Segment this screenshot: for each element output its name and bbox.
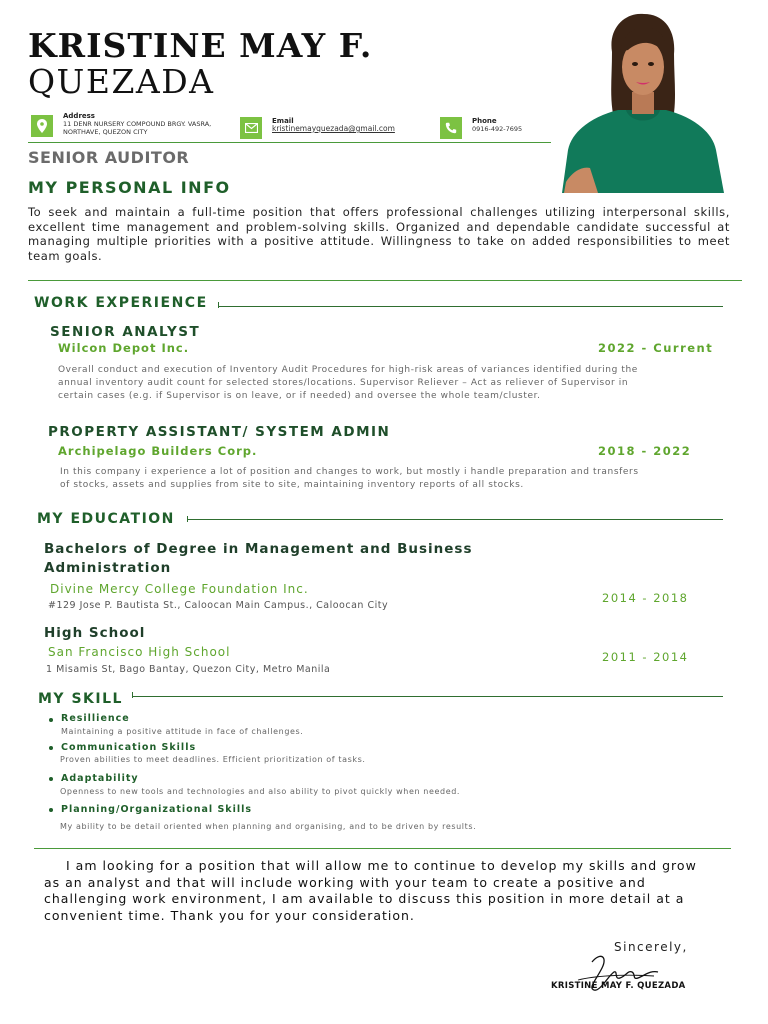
skills-heading-line [132, 696, 723, 697]
job-dates-1: 2022 - Current [598, 341, 714, 355]
phone-value: 0916-492-7695 [472, 125, 523, 133]
education-heading-line [187, 519, 723, 520]
job-company-1: Wilcon Depot Inc. [58, 341, 190, 355]
education-degree-1: Bachelors of Degree in Management and Business Administration [44, 541, 473, 576]
skill-name-4: Planning/Organizational Skills [61, 804, 253, 815]
job-title-2: PROPERTY ASSISTANT/ SYSTEM ADMIN [48, 424, 391, 440]
work-experience-heading: WORK EXPERIENCE [34, 295, 208, 311]
education-address-1: #129 Jose P. Bautista St., Caloocan Main Campus., Caloocan City [48, 600, 389, 611]
header-divider [28, 142, 551, 143]
role-title: SENIOR AUDITOR [28, 148, 190, 167]
education-school-2: San Francisco High School [48, 645, 231, 659]
bullet-icon [49, 777, 53, 781]
contact-phone [440, 114, 522, 139]
signoff-text: Sincerely, [614, 940, 688, 954]
closing-paragraph: I am looking for a position that will allow me to continue to develop my skills and grow as an analyst and that will include working with your team to create a positive and challenging work environment, I am available to discuss this position in more detail at a convenient time. Thank you for your consideration. [44, 858, 697, 923]
skill-desc-2: Proven abilities to meet deadlines. Efficient prioritization of tasks. [60, 755, 366, 764]
contact-email [240, 114, 395, 139]
education-degree-2: High School [44, 625, 146, 641]
skills-heading: MY SKILL [38, 691, 123, 707]
phone-label: Phone [472, 117, 497, 125]
work-heading-tick [218, 302, 219, 308]
address-label: Address [63, 112, 95, 120]
signature-name: KRISTINE MAY F. QUEZADA [551, 981, 686, 991]
skill-name-2: Communication Skills [61, 742, 197, 753]
skills-heading-tick [132, 692, 133, 698]
email-link[interactable]: kristinemayquezada@gmail.com [272, 124, 395, 133]
work-heading-line [218, 306, 723, 307]
job-desc-1: Overall conduct and execution of Inventory Audit Procedures for high-risk areas of variances identified during the annual inventory audit count for selected stores/locations. Supervisor Reliever – Act as reliever of Supervisor in certain cases (e.g. if Supervisor is on leave, or if needed) and oversee the whole team/cluster. [58, 365, 638, 401]
education-dates-1: 2014 - 2018 [602, 591, 689, 605]
bullet-icon [49, 746, 53, 750]
education-address-2: 1 Misamis St, Bago Bantay, Quezon City, Metro Manila [46, 664, 331, 675]
bullet-icon [49, 718, 53, 722]
skill-name-1: Resillience [61, 713, 130, 724]
name-line-2: QUEZADA [28, 62, 215, 101]
job-desc-2: In this company i experience a lot of position and changes to work, but mostly i handle preparation and transfers of stocks, assets and supplies from site to site, maintaining inventory reports of all stocks. [60, 467, 639, 490]
personal-info-text: To seek and maintain a full-time position that offers professional challenges utilizing interpersonal skills, excellent time management and problem-solving skills. Organized and dependable candidate successful at managing multiple priorities with a positive attitude. Willingness to take on added responsibilities to meet team goals. [28, 205, 730, 263]
location-pin-icon [31, 115, 53, 137]
phone-icon [440, 117, 462, 139]
email-label: Email [272, 117, 294, 125]
profile-photo [558, 12, 726, 193]
contact-address [31, 112, 211, 137]
education-school-1: Divine Mercy College Foundation Inc. [50, 582, 309, 596]
job-title-1: SENIOR ANALYST [50, 324, 201, 340]
address-line-1: 11 DENR NURSERY COMPOUND BRGY. VASRA, [63, 120, 212, 128]
bullet-icon [49, 808, 53, 812]
skill-name-3: Adaptability [61, 773, 139, 784]
personal-info-heading: MY PERSONAL INFO [28, 178, 231, 197]
education-heading: MY EDUCATION [37, 511, 175, 527]
job-dates-2: 2018 - 2022 [598, 444, 692, 458]
envelope-icon [240, 117, 262, 139]
skill-desc-4: My ability to be detail oriented when planning and organising, and to be driven by results. [60, 822, 477, 831]
skill-desc-3: Openness to new tools and technologies and also ability to pivot quickly when needed. [60, 787, 461, 796]
name-line-1: KRISTINE MAY F. [28, 26, 373, 65]
personal-divider [28, 280, 742, 281]
address-line-2: NORTHAVE, QUEZON CITY [63, 128, 148, 136]
education-dates-2: 2011 - 2014 [602, 650, 689, 664]
skill-desc-1: Maintaining a positive attitude in face of challenges. [61, 727, 304, 736]
job-company-2: Archipelago Builders Corp. [58, 444, 258, 458]
skills-divider [34, 848, 731, 849]
